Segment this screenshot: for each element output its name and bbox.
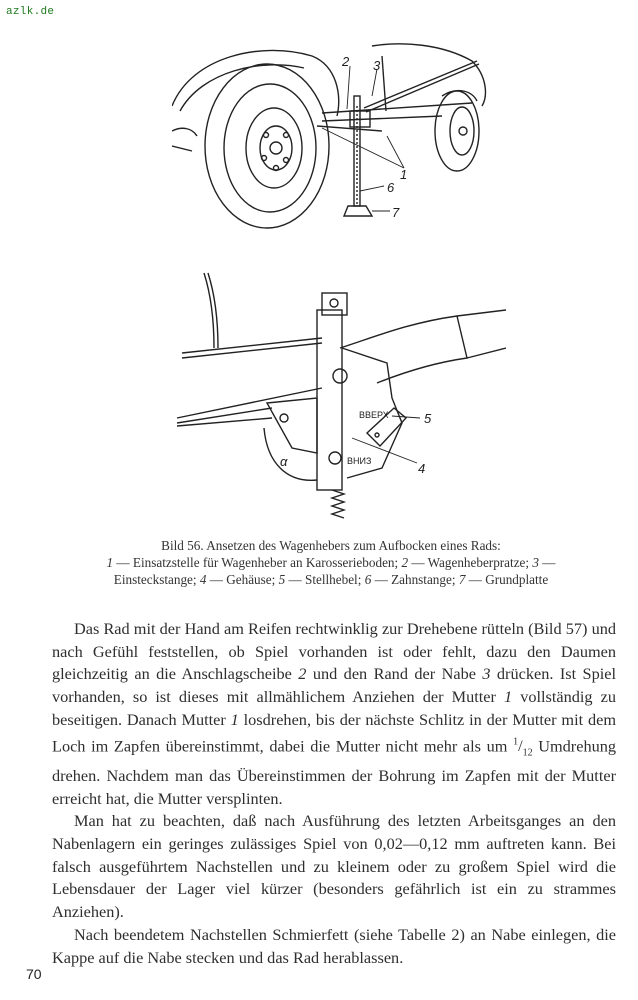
page-number: 70 [26, 966, 42, 982]
stamp-down: ВНИЗ [347, 456, 372, 466]
figure-label-5: 5 [424, 411, 432, 426]
caption-item-num: 2 [401, 555, 409, 570]
stamp-up: ВВЕРХ [359, 410, 389, 420]
figure-jack-detail-illustration [172, 268, 506, 524]
figure-label-1: 1 [400, 167, 408, 182]
caption-item-text: Wagenheberpratze; [427, 555, 530, 570]
caption-item-num: 4 [199, 572, 207, 587]
figure-caption [96, 537, 566, 588]
caption-item-text: Zahnstange; [391, 572, 456, 587]
figure-label-6: 6 [387, 180, 395, 195]
caption-title: Bild 56. Ansetzen des Wagenhebers zum Aufbocken eines Rads: [161, 538, 501, 553]
figure-car-jack-illustration [172, 36, 488, 236]
caption-item-num: 7 [458, 572, 466, 587]
caption-item-text: Grundplatte [485, 572, 549, 587]
figure-label-2: 2 [342, 54, 350, 69]
caption-item-num: 3 [532, 555, 539, 570]
figure-label-4: 4 [418, 461, 426, 476]
watermark: azlk.de [6, 6, 55, 18]
paragraph-1: Das Rad mit der Hand am Reifen rechtwinklig zur Drehebene rütteln (Bild 57) und nach Gefühl feststellen, ob Spiel vorhanden ist oder fehlt, dazu den Daumen gleichzeitig an die Anschlagscheibe 2 und den Rand der Nabe 3 drücken. Ist Spiel vorhanden, so ist dieses mit allmählichem Anziehen der Mutter 1 vollständig zu beseitigen. Danach Mutter 1 losdrehen, bis der nächste Schlitz in der Mutter mit dem Loch im Zapfen übereinstimmt, dabei die Mutter nicht mehr als um $^1/_{12}$ Umdrehung drehen. Nachdem man das Übereinstimmen der Bohrung im Zapfen mit der Mutter erreicht hat, die Mutter versplinten. [52, 619, 617, 808]
figure-label-7: 7 [392, 205, 400, 220]
paragraph-3: Nach beendetem Nachstellen Schmierfett (siehe Tabelle 2) an Nabe einlegen, die Kappe auf die Nabe stecken und das Rad herablassen. [52, 924, 616, 967]
figure-label-3: 3 [373, 58, 381, 73]
body-text [52, 618, 616, 969]
caption-item-num: 1 [106, 555, 114, 570]
caption-item-text: Einsteckstange; [113, 572, 197, 587]
fraction: $^1/_{12}$ [513, 735, 533, 759]
angle-symbol: α [280, 454, 288, 469]
caption-item-text: Gehäuse; [226, 572, 276, 587]
caption-legend: 1 — Einsatzstelle für Wagenheber an Karosserieboden; 2 — Wagenheberpratze; 3 — Einsteckstange; 4 — Gehäuse; 5 — Stellhebel; 6 — Zahnstange; 7 — Grundplatte [106, 555, 556, 587]
paragraph-2: Man hat zu beachten, daß nach Ausführung des letzten Arbeitsganges an den Nabenlagern ein geringes zulässiges Spiel von 0,02—0,12 mm auftreten kann. Bei falsch ausgeführtem Nachstellen und zu kleinem oder zu großem Spiel wird die Lebensdauer der Lager viel kürzer (besonders gefährlich ist ein zu strammes Anziehen). [52, 811, 616, 922]
caption-item-text: Einsatzstelle für Wagenheber an Karosserieboden; [132, 555, 399, 570]
caption-item-text: Stellhebel; [304, 572, 362, 587]
caption-item-num: 5 [278, 572, 286, 587]
caption-item-num: 6 [364, 572, 372, 587]
